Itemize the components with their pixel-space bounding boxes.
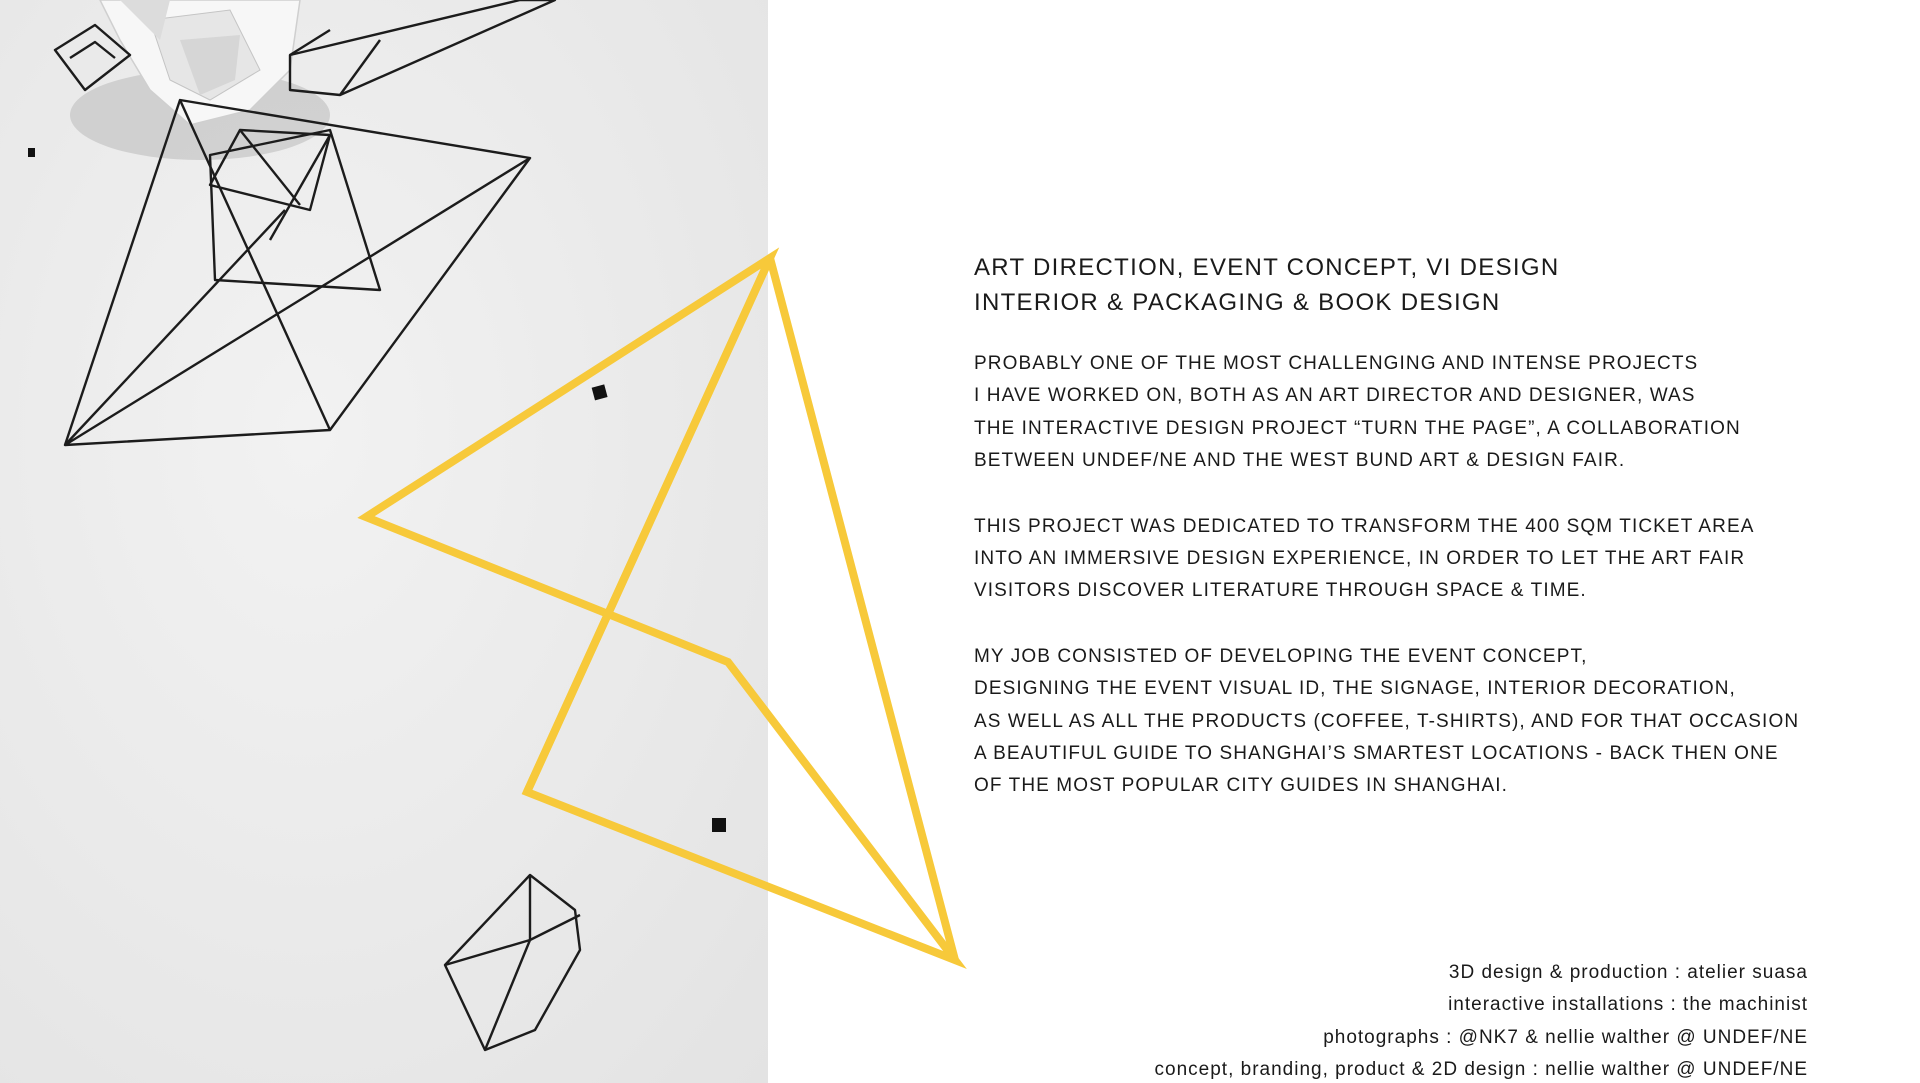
paragraph-line: BETWEEN UNDEF/NE AND THE WEST BUND ART & DESIGN FAIR. [974, 450, 1626, 472]
wall-line-drawing [0, 0, 768, 1083]
paragraph-line: VISITORS DISCOVER LITERATURE THROUGH SPACE & TIME. [974, 580, 1587, 602]
heading-line: INTERIOR & PACKAGING & BOOK DESIGN [974, 289, 1501, 316]
installation-photo [0, 0, 768, 1083]
paragraph-line: A BEAUTIFUL GUIDE TO SHANGHAI’S SMARTEST LOCATIONS - BACK THEN ONE [974, 743, 1779, 765]
project-description [974, 250, 1834, 836]
credit-line: interactive installations : the machinist [1448, 994, 1808, 1016]
paragraph-line: DESIGNING THE EVENT VISUAL ID, THE SIGNAGE, INTERIOR DECORATION, [974, 678, 1736, 700]
paragraph-line: PROBABLY ONE OF THE MOST CHALLENGING AND INTENSE PROJECTS [974, 353, 1699, 374]
services-heading [974, 250, 1834, 320]
paragraph-line: AS WELL AS ALL THE PRODUCTS (COFFEE, T-SHIRTS), AND FOR THAT OCCASION [974, 710, 1800, 732]
role-paragraph [974, 641, 1834, 803]
paragraph-line: OF THE MOST POPULAR CITY GUIDES IN SHANGHAI. [974, 775, 1509, 797]
paragraph-line: I HAVE WORKED ON, BOTH AS AN ART DIRECTOR AND DESIGNER, WAS [974, 385, 1696, 407]
credit-line: concept, branding, product & 2D design : nellie walther @ UNDEF/NE [1154, 1058, 1808, 1080]
paragraph-line: MY JOB CONSISTED OF DEVELOPING THE EVENT CONCEPT, [974, 645, 1588, 667]
credits-block [1155, 957, 1808, 1083]
project-paragraph [974, 511, 1834, 608]
paragraph-line: THE INTERACTIVE DESIGN PROJECT “TURN THE PAGE”, A COLLABORATION [974, 417, 1741, 439]
credit-line: 3D design & production : atelier suasa [1448, 962, 1808, 983]
paragraph-line: THIS PROJECT WAS DEDICATED TO TRANSFORM THE 400 SQM TICKET AREA [974, 515, 1755, 537]
credit-line: photographs : @NK7 & nellie walther @ UNDEF/NE [1323, 1026, 1808, 1048]
heading-line: ART DIRECTION, EVENT CONCEPT, VI DESIGN [974, 254, 1560, 281]
intro-paragraph [974, 348, 1834, 478]
paragraph-line: INTO AN IMMERSIVE DESIGN EXPERIENCE, IN ORDER TO LET THE ART FAIR [974, 548, 1746, 570]
